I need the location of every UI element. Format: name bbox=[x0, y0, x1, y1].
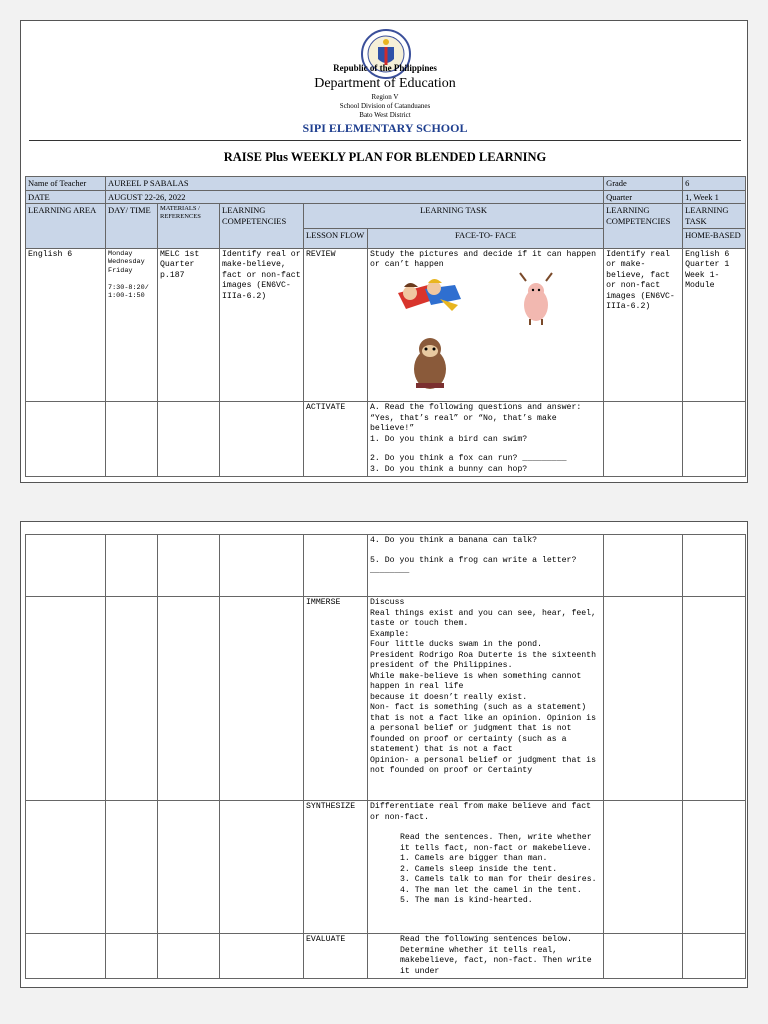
header-lesson-flow: LESSON FLOW bbox=[304, 228, 368, 248]
time-text: 7:30-8:20/ 1:00-1:50 bbox=[108, 283, 149, 301]
header-competencies-2: LEARNING COMPETENCIES bbox=[604, 204, 683, 248]
date-label: DATE bbox=[26, 190, 106, 204]
header-day-time: DAY/ TIME bbox=[106, 204, 158, 248]
teacher-value: AUREEL P SABALAS bbox=[106, 177, 604, 191]
flow-activate: ACTIVATE bbox=[304, 402, 368, 477]
activate-line: 5. Do you think a frog can write a letter? ________ bbox=[370, 555, 582, 575]
home-based-cell: English 6 Quarter 1 Week 1- Module bbox=[683, 248, 746, 402]
empty-cell bbox=[158, 934, 220, 979]
activate-continued-cell bbox=[368, 535, 604, 597]
empty-cell bbox=[220, 597, 304, 801]
area-cell: English 6 bbox=[26, 248, 106, 402]
grade-value: 6 bbox=[683, 177, 746, 191]
materials-cell: MELC 1st Quarter p.187 bbox=[158, 248, 220, 402]
empty-cell bbox=[220, 402, 304, 477]
activate-task-cell bbox=[368, 402, 604, 477]
synthesize-instruction: Read the sentences. Then, write whether it tells fact, non-fact or makebelieve. bbox=[400, 833, 597, 853]
header-learning-task: LEARNING TASK bbox=[304, 204, 604, 228]
activate-line: 4. Do you think a banana can talk? bbox=[370, 536, 538, 545]
synthesize-task-cell bbox=[368, 801, 604, 934]
empty-cell bbox=[683, 934, 746, 979]
empty-cell bbox=[220, 801, 304, 934]
weekly-plan-table bbox=[25, 176, 746, 477]
review-task-cell bbox=[368, 248, 604, 402]
empty-cell bbox=[26, 402, 106, 477]
activate-line: A. Read the following questions and answer: “Yes, that’s real” or “No, that’s make believe!” bbox=[370, 403, 587, 433]
synthesize-item: 3. Camels talk to man for their desires. bbox=[400, 875, 597, 884]
competency-cell: Identify real or make-believe, fact or non-fact images (EN6VC-IIIa-6.2) bbox=[220, 248, 304, 402]
empty-cell bbox=[158, 535, 220, 597]
district-line: Bato West District bbox=[359, 111, 411, 119]
activate-line: 3. Do you think a bunny can hop? bbox=[370, 464, 528, 474]
plan-title: RAISE Plus WEEKLY PLAN FOR BLENDED LEARNING bbox=[223, 150, 547, 164]
days-text: Monday Wednesday Friday bbox=[108, 249, 145, 275]
synthesize-item: 5. The man is kind-hearted. bbox=[400, 896, 533, 905]
header-learning-task-2: LEARNING TASK bbox=[683, 204, 746, 228]
flying-superhero-kids-image bbox=[398, 279, 461, 311]
empty-cell bbox=[106, 801, 158, 934]
empty-cell bbox=[106, 597, 158, 801]
header-divider bbox=[29, 140, 741, 141]
header-home-based: HOME-BASED bbox=[683, 228, 746, 248]
header-competencies: LEARNING COMPETENCIES bbox=[220, 204, 304, 248]
empty-cell bbox=[26, 934, 106, 979]
weekly-plan-table-continued bbox=[25, 534, 746, 979]
division-line: School Division of Catanduanes bbox=[339, 102, 431, 110]
cartoon-sloth-image bbox=[414, 338, 446, 389]
empty-cell bbox=[683, 597, 746, 801]
empty-cell bbox=[604, 801, 683, 934]
empty-cell bbox=[304, 535, 368, 597]
empty-cell bbox=[158, 801, 220, 934]
synthesize-item: 1. Camels are bigger than man. bbox=[400, 854, 548, 863]
synthesize-intro: Differentiate real from make believe and fact or non-fact. bbox=[370, 802, 597, 822]
empty-cell bbox=[604, 597, 683, 801]
synthesize-item: 2. Camels sleep inside the tent. bbox=[400, 864, 558, 874]
activate-line bbox=[370, 445, 601, 454]
flow-synthesize: SYNTHESIZE bbox=[304, 801, 368, 934]
document-page-2 bbox=[20, 521, 748, 988]
empty-cell bbox=[604, 535, 683, 597]
department-name: Department of Education bbox=[314, 76, 456, 91]
review-instruction: Study the pictures and decide if it can happen or can’t happen bbox=[370, 249, 597, 269]
evaluate-text: Read the following sentences below. Determine whether it tells real, makebelieve, fact, non-fact. Then write it under bbox=[400, 935, 597, 976]
empty-cell bbox=[106, 535, 158, 597]
quarter-label: Quarter bbox=[604, 190, 683, 204]
empty-cell bbox=[604, 402, 683, 477]
empty-cell bbox=[26, 535, 106, 597]
empty-cell bbox=[683, 402, 746, 477]
cartoon-pig-image bbox=[520, 273, 552, 325]
activate-line: 2. Do you think a fox can run? _________ bbox=[370, 454, 567, 463]
activate-line: 1. Do you think a bird can swim? bbox=[370, 434, 528, 444]
document-page-1 bbox=[20, 20, 748, 483]
empty-cell bbox=[158, 597, 220, 801]
header-materials: MATERIALS / REFERENCES bbox=[158, 204, 220, 248]
teacher-label: Name of Teacher bbox=[26, 177, 106, 191]
empty-cell bbox=[26, 597, 106, 801]
header-learning-area: LEARNING AREA bbox=[26, 204, 106, 248]
competency-cell-2: Identify real or make-believe, fact or non-fact images (EN6VC-IIIa-6.2) bbox=[604, 248, 683, 402]
empty-cell bbox=[106, 934, 158, 979]
grade-label: Grade bbox=[604, 177, 683, 191]
header-face-to-face: FACE-TO- FACE bbox=[368, 228, 604, 248]
empty-cell bbox=[26, 801, 106, 934]
activate-line bbox=[370, 547, 601, 556]
flow-review: REVIEW bbox=[304, 248, 368, 402]
empty-cell bbox=[158, 402, 220, 477]
flow-immerse: IMMERSE bbox=[304, 597, 368, 801]
flow-evaluate: EVALUATE bbox=[304, 934, 368, 979]
immerse-task-cell: Discuss Real things exist and you can see, hear, feel, taste or touch them. Example: Four little ducks swam in the pond. President Rodrigo Roa Duterte is the sixteenth president of the Philippines. While make-believe is when something cannot happen in real life because it doesn’t really exist. Non- fact is something (such as a statement) that is not a fact like an opinion. Opinion is a personal belief or judgment that is not founded on proof or certainty (such as a statement) that is not a fact Opinion- a personal belief or judgment that is not founded on proof or Certainty bbox=[368, 597, 604, 801]
empty-cell bbox=[604, 934, 683, 979]
review-pictures bbox=[370, 271, 600, 396]
date-value: AUGUST 22-26, 2022 bbox=[106, 190, 604, 204]
empty-cell bbox=[683, 801, 746, 934]
empty-cell bbox=[683, 535, 746, 597]
day-time-cell bbox=[106, 248, 158, 402]
republic-line: Republic of the Philippines bbox=[333, 63, 437, 73]
empty-cell bbox=[220, 934, 304, 979]
evaluate-task-cell bbox=[368, 934, 604, 979]
region-line: Region V bbox=[371, 93, 399, 101]
synthesize-item: 4. The man let the camel in the tent. bbox=[400, 885, 582, 895]
school-name: SIPI ELEMENTARY SCHOOL bbox=[302, 121, 468, 135]
quarter-value: 1, Week 1 bbox=[683, 190, 746, 204]
empty-cell bbox=[106, 402, 158, 477]
empty-cell bbox=[220, 535, 304, 597]
